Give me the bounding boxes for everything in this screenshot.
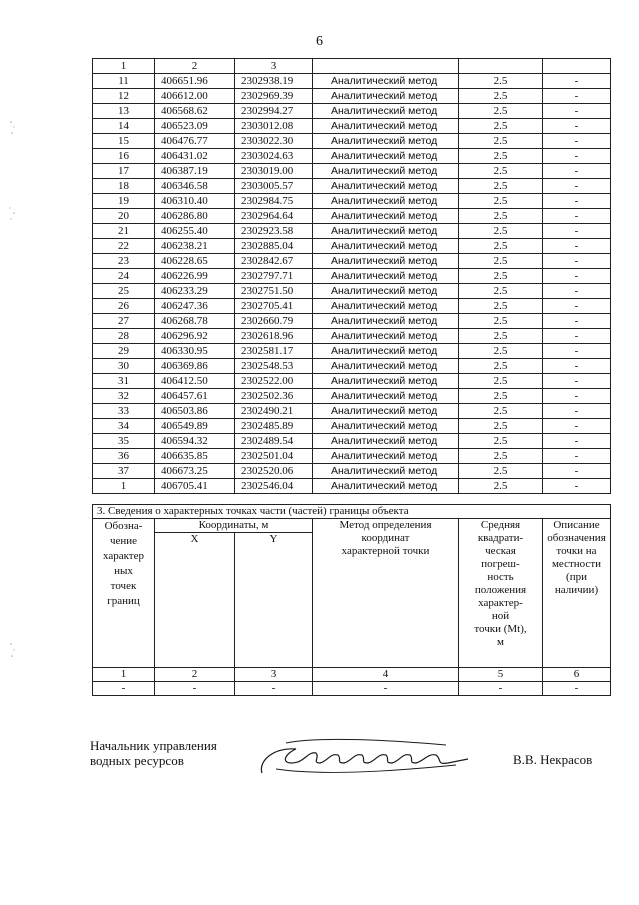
table-row: [93, 164, 611, 179]
y-coordinate-cell: 2302842.67: [235, 254, 313, 269]
x-coordinate-cell: 406387.19: [155, 164, 235, 179]
y-coordinate-cell: 2302969.39: [235, 89, 313, 104]
accuracy-cell: 2.5: [459, 464, 543, 479]
x-header: X: [155, 533, 235, 668]
x-coordinate-cell: 406238.21: [155, 239, 235, 254]
table-row: [93, 104, 611, 119]
empty-cell: -: [235, 682, 313, 696]
table-row: [93, 464, 611, 479]
point-number-cell: 20: [93, 209, 155, 224]
x-coordinate-cell: 406705.41: [155, 479, 235, 494]
method-cell: Аналитический метод: [313, 239, 459, 254]
method-cell: Аналитический метод: [313, 419, 459, 434]
accuracy-cell: 2.5: [459, 254, 543, 269]
method-cell: Аналитический метод: [313, 254, 459, 269]
x-coordinate-cell: 406431.02: [155, 149, 235, 164]
scan-artifact: [8, 205, 18, 225]
point-number-cell: 33: [93, 404, 155, 419]
description-cell: -: [543, 299, 611, 314]
x-coordinate-cell: 406286.80: [155, 209, 235, 224]
table-row: [93, 449, 611, 464]
accuracy-cell: 2.5: [459, 104, 543, 119]
method-cell: Аналитический метод: [313, 164, 459, 179]
table-row: [93, 299, 611, 314]
method-cell: Аналитический метод: [313, 314, 459, 329]
table-row: [93, 134, 611, 149]
description-cell: -: [543, 269, 611, 284]
table-row: [93, 419, 611, 434]
table-row: [93, 284, 611, 299]
accuracy-cell: 2.5: [459, 179, 543, 194]
x-coordinate-cell: 406523.09: [155, 119, 235, 134]
description-cell: -: [543, 164, 611, 179]
description-cell: -: [543, 89, 611, 104]
section3-table: [92, 504, 611, 696]
x-coordinate-cell: 406233.29: [155, 284, 235, 299]
method-header: Метод определения координат характерной точки: [313, 519, 459, 668]
table-row: [93, 194, 611, 209]
table-row: [93, 254, 611, 269]
method-cell: Аналитический метод: [313, 359, 459, 374]
description-header: Описание обозначения точки на местности (при наличии): [543, 519, 611, 668]
y-coordinate-cell: 2302502.36: [235, 389, 313, 404]
point-number-cell: 35: [93, 434, 155, 449]
point-number-cell: 27: [93, 314, 155, 329]
y-coordinate-cell: 2302522.00: [235, 374, 313, 389]
description-cell: -: [543, 179, 611, 194]
header-cell: [459, 59, 543, 74]
header-cell: 1: [93, 59, 155, 74]
method-cell: Аналитический метод: [313, 389, 459, 404]
column-index: 3: [235, 668, 313, 682]
y-coordinate-cell: 2302923.58: [235, 224, 313, 239]
header-cell: 3: [235, 59, 313, 74]
method-cell: Аналитический метод: [313, 104, 459, 119]
scan-artifact: [8, 118, 18, 138]
accuracy-cell: 2.5: [459, 284, 543, 299]
description-cell: -: [543, 239, 611, 254]
description-cell: -: [543, 74, 611, 89]
x-coordinate-cell: 406346.58: [155, 179, 235, 194]
table-row: [93, 404, 611, 419]
page-number: 6: [316, 34, 323, 49]
header-cell: [543, 59, 611, 74]
x-coordinate-cell: 406310.40: [155, 194, 235, 209]
y-coordinate-cell: 2302489.54: [235, 434, 313, 449]
point-number-cell: 26: [93, 299, 155, 314]
handwritten-signature: [256, 733, 471, 781]
table-row: [93, 239, 611, 254]
y-coordinate-cell: 2302797.71: [235, 269, 313, 284]
table-row: [93, 374, 611, 389]
accuracy-cell: 2.5: [459, 449, 543, 464]
method-cell: Аналитический метод: [313, 344, 459, 359]
description-cell: -: [543, 479, 611, 494]
empty-cell: -: [93, 682, 155, 696]
x-coordinate-cell: 406255.40: [155, 224, 235, 239]
accuracy-cell: 2.5: [459, 434, 543, 449]
table-header-row: [93, 59, 611, 74]
point-number-cell: 17: [93, 164, 155, 179]
description-cell: -: [543, 209, 611, 224]
x-coordinate-cell: 406549.89: [155, 419, 235, 434]
table-row: [93, 119, 611, 134]
column-index: 5: [459, 668, 543, 682]
x-coordinate-cell: 406330.95: [155, 344, 235, 359]
accuracy-cell: 2.5: [459, 134, 543, 149]
point-number-cell: 25: [93, 284, 155, 299]
method-cell: Аналитический метод: [313, 179, 459, 194]
y-coordinate-cell: 2302885.04: [235, 239, 313, 254]
accuracy-cell: 2.5: [459, 374, 543, 389]
y-coordinate-cell: 2302581.17: [235, 344, 313, 359]
table-row: [93, 479, 611, 494]
accuracy-cell: 2.5: [459, 299, 543, 314]
point-number-cell: 32: [93, 389, 155, 404]
table-row: [93, 149, 611, 164]
empty-cell: -: [155, 682, 235, 696]
table-row: [93, 389, 611, 404]
accuracy-cell: 2.5: [459, 344, 543, 359]
accuracy-cell: 2.5: [459, 74, 543, 89]
method-cell: Аналитический метод: [313, 269, 459, 284]
header-cell: 2: [155, 59, 235, 74]
point-number-cell: 31: [93, 374, 155, 389]
accuracy-cell: 2.5: [459, 164, 543, 179]
y-coordinate-cell: 2303019.00: [235, 164, 313, 179]
method-cell: Аналитический метод: [313, 224, 459, 239]
x-coordinate-cell: 406369.86: [155, 359, 235, 374]
y-coordinate-cell: 2302618.96: [235, 329, 313, 344]
description-cell: -: [543, 119, 611, 134]
x-coordinate-cell: 406635.85: [155, 449, 235, 464]
table-row: [93, 314, 611, 329]
description-cell: -: [543, 434, 611, 449]
table-row: [93, 179, 611, 194]
x-coordinate-cell: 406226.99: [155, 269, 235, 284]
description-cell: -: [543, 134, 611, 149]
y-coordinate-cell: 2302994.27: [235, 104, 313, 119]
y-coordinate-cell: 2303005.57: [235, 179, 313, 194]
boundary-points-table: [92, 58, 611, 494]
description-cell: -: [543, 329, 611, 344]
point-number-cell: 22: [93, 239, 155, 254]
y-coordinate-cell: 2302660.79: [235, 314, 313, 329]
accuracy-cell: 2.5: [459, 239, 543, 254]
method-cell: Аналитический метод: [313, 149, 459, 164]
description-cell: -: [543, 359, 611, 374]
table-row: [93, 359, 611, 374]
description-cell: -: [543, 104, 611, 119]
y-coordinate-cell: 2302548.53: [235, 359, 313, 374]
accuracy-cell: 2.5: [459, 419, 543, 434]
point-number-cell: 37: [93, 464, 155, 479]
y-coordinate-cell: 2302520.06: [235, 464, 313, 479]
method-cell: Аналитический метод: [313, 449, 459, 464]
description-cell: -: [543, 194, 611, 209]
method-cell: Аналитический метод: [313, 374, 459, 389]
accuracy-cell: 2.5: [459, 119, 543, 134]
method-cell: Аналитический метод: [313, 134, 459, 149]
description-cell: -: [543, 374, 611, 389]
x-coordinate-cell: 406247.36: [155, 299, 235, 314]
point-number-cell: 29: [93, 344, 155, 359]
method-cell: Аналитический метод: [313, 329, 459, 344]
x-coordinate-cell: 406228.65: [155, 254, 235, 269]
error-header: Средняя квадрати- ческая погреш- ность положения характер- ной точки (Mt), м: [459, 519, 543, 668]
y-coordinate-cell: 2302938.19: [235, 74, 313, 89]
section3-title: 3. Сведения о характерных точках части (частей) границы объекта: [93, 505, 611, 519]
method-cell: Аналитический метод: [313, 464, 459, 479]
point-number-cell: 15: [93, 134, 155, 149]
table-row: [93, 434, 611, 449]
x-coordinate-cell: 406651.96: [155, 74, 235, 89]
y-coordinate-cell: 2302490.21: [235, 404, 313, 419]
accuracy-cell: 2.5: [459, 479, 543, 494]
y-coordinate-cell: 2303022.30: [235, 134, 313, 149]
empty-cell: -: [543, 682, 611, 696]
y-coordinate-cell: 2302984.75: [235, 194, 313, 209]
method-cell: Аналитический метод: [313, 404, 459, 419]
point-number-cell: 24: [93, 269, 155, 284]
point-number-cell: 11: [93, 74, 155, 89]
x-coordinate-cell: 406476.77: [155, 134, 235, 149]
y-coordinate-cell: 2302501.04: [235, 449, 313, 464]
description-cell: -: [543, 314, 611, 329]
column-index: 1: [93, 668, 155, 682]
method-cell: Аналитический метод: [313, 89, 459, 104]
description-cell: -: [543, 284, 611, 299]
description-cell: -: [543, 254, 611, 269]
accuracy-cell: 2.5: [459, 389, 543, 404]
empty-cell: -: [459, 682, 543, 696]
method-cell: Аналитический метод: [313, 299, 459, 314]
table-row: [93, 329, 611, 344]
method-cell: Аналитический метод: [313, 209, 459, 224]
x-coordinate-cell: 406457.61: [155, 389, 235, 404]
accuracy-cell: 2.5: [459, 209, 543, 224]
x-coordinate-cell: 406612.00: [155, 89, 235, 104]
description-cell: -: [543, 419, 611, 434]
signatory-position: [90, 738, 217, 768]
description-cell: -: [543, 344, 611, 359]
y-coordinate-cell: 2303012.08: [235, 119, 313, 134]
description-cell: -: [543, 464, 611, 479]
table-row: [93, 89, 611, 104]
accuracy-cell: 2.5: [459, 89, 543, 104]
point-number-cell: 12: [93, 89, 155, 104]
description-cell: -: [543, 404, 611, 419]
table-row: [93, 344, 611, 359]
accuracy-cell: 2.5: [459, 194, 543, 209]
table-row: [93, 74, 611, 89]
y-header: Y: [235, 533, 313, 668]
method-cell: Аналитический метод: [313, 119, 459, 134]
header-cell: [313, 59, 459, 74]
empty-cell: -: [313, 682, 459, 696]
y-coordinate-cell: 2302705.41: [235, 299, 313, 314]
point-number-cell: 16: [93, 149, 155, 164]
method-cell: Аналитический метод: [313, 434, 459, 449]
point-number-cell: 13: [93, 104, 155, 119]
x-coordinate-cell: 406503.86: [155, 404, 235, 419]
point-number-cell: 1: [93, 479, 155, 494]
empty-data-row: [93, 682, 611, 696]
x-coordinate-cell: 406268.78: [155, 314, 235, 329]
x-coordinate-cell: 406673.25: [155, 464, 235, 479]
method-cell: Аналитический метод: [313, 284, 459, 299]
point-number-cell: 19: [93, 194, 155, 209]
signatory-name: В.В. Некрасов: [513, 752, 593, 767]
x-coordinate-cell: 406412.50: [155, 374, 235, 389]
method-cell: Аналитический метод: [313, 194, 459, 209]
point-number-cell: 21: [93, 224, 155, 239]
accuracy-cell: 2.5: [459, 359, 543, 374]
point-number-cell: 34: [93, 419, 155, 434]
accuracy-cell: 2.5: [459, 404, 543, 419]
designation-header: Обозна- чение характер ных точек границ: [93, 519, 155, 668]
y-coordinate-cell: 2302751.50: [235, 284, 313, 299]
y-coordinate-cell: 2302546.04: [235, 479, 313, 494]
scan-artifact: [8, 640, 18, 660]
position-line-2: водных ресурсов: [90, 753, 184, 768]
column-index: 6: [543, 668, 611, 682]
point-number-cell: 28: [93, 329, 155, 344]
x-coordinate-cell: 406568.62: [155, 104, 235, 119]
point-number-cell: 23: [93, 254, 155, 269]
accuracy-cell: 2.5: [459, 314, 543, 329]
accuracy-cell: 2.5: [459, 269, 543, 284]
point-number-cell: 30: [93, 359, 155, 374]
x-coordinate-cell: 406594.32: [155, 434, 235, 449]
coordinates-header: Координаты, м: [155, 519, 313, 533]
point-number-cell: 14: [93, 119, 155, 134]
column-index: 2: [155, 668, 235, 682]
description-cell: -: [543, 149, 611, 164]
accuracy-cell: 2.5: [459, 329, 543, 344]
x-coordinate-cell: 406296.92: [155, 329, 235, 344]
point-number-cell: 18: [93, 179, 155, 194]
description-cell: -: [543, 389, 611, 404]
table-row: [93, 269, 611, 284]
column-index-row: [93, 668, 611, 682]
table-row: [93, 224, 611, 239]
accuracy-cell: 2.5: [459, 224, 543, 239]
description-cell: -: [543, 224, 611, 239]
y-coordinate-cell: 2302485.89: [235, 419, 313, 434]
y-coordinate-cell: 2303024.63: [235, 149, 313, 164]
point-number-cell: 36: [93, 449, 155, 464]
column-index: 4: [313, 668, 459, 682]
accuracy-cell: 2.5: [459, 149, 543, 164]
table-row: [93, 209, 611, 224]
position-line-1: Начальник управления: [90, 738, 217, 753]
y-coordinate-cell: 2302964.64: [235, 209, 313, 224]
description-cell: -: [543, 449, 611, 464]
method-cell: Аналитический метод: [313, 479, 459, 494]
method-cell: Аналитический метод: [313, 74, 459, 89]
